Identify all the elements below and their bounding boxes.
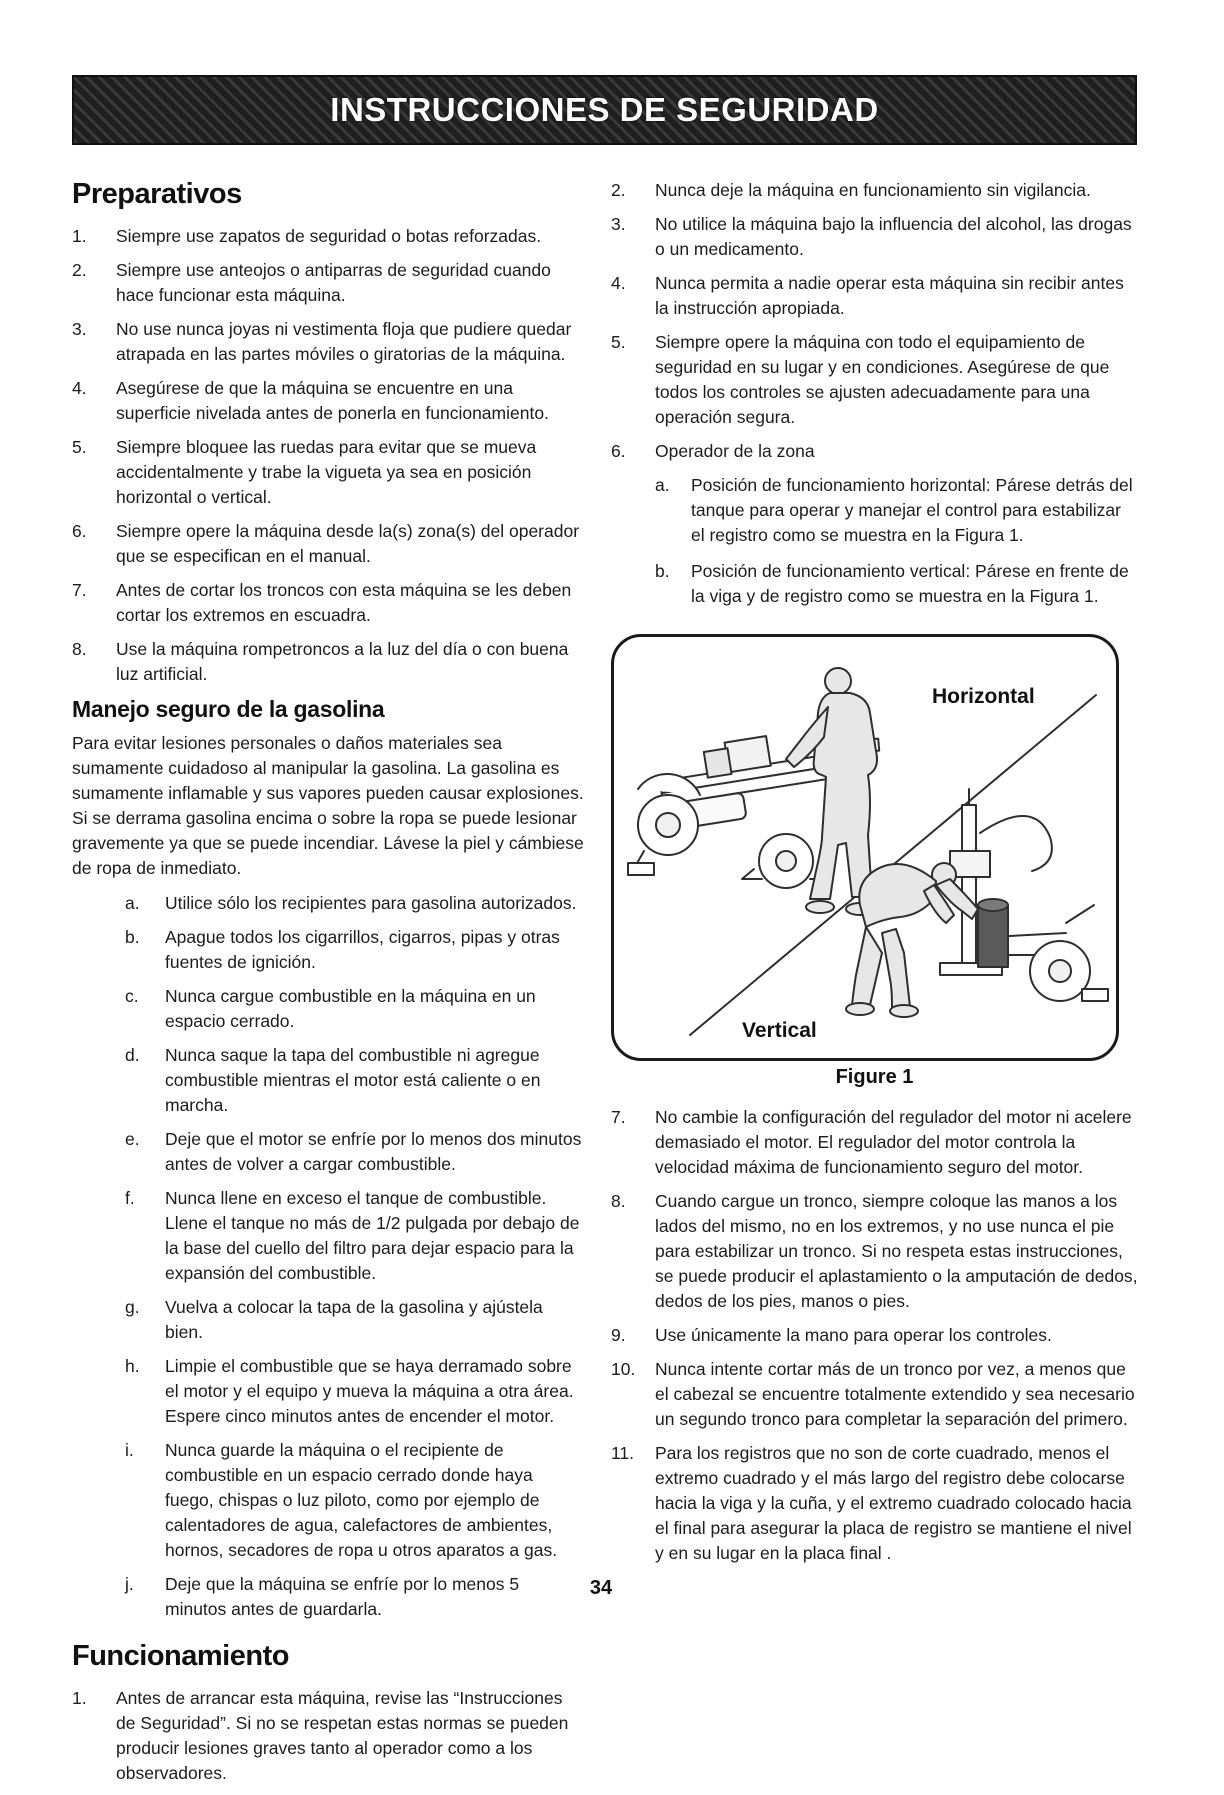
item-marker: 6. bbox=[72, 521, 87, 541]
item-marker: 9. bbox=[611, 1325, 626, 1345]
figure-label-vertical: Vertical bbox=[742, 1019, 817, 1042]
list-item bbox=[72, 637, 585, 687]
item-text: Use únicamente la mano para operar los controles. bbox=[655, 1325, 1052, 1345]
list-item bbox=[611, 330, 1138, 430]
list-subitem bbox=[655, 473, 1138, 548]
list-item bbox=[72, 1186, 585, 1286]
item-text: Cuando cargue un tronco, siempre coloque las manos a los lados del mismo, no en los extremos, y no use nunca el pie para estabilizar un tronco. Si no respeta estas instrucciones, se puede producir el aplastamiento o la amputación de dedos, dedos de los pies, manos o pies. bbox=[655, 1191, 1138, 1311]
item-text: Apague todos los cigarrillos, cigarros, pipas y otras fuentes de ignición. bbox=[165, 927, 560, 972]
item-marker: a. bbox=[655, 475, 670, 495]
list-item bbox=[72, 224, 585, 249]
list-item bbox=[611, 1323, 1138, 1348]
item-text: Nunca saque la tapa del combustible ni agregue combustible mientras el motor está caliente o en marcha. bbox=[165, 1045, 541, 1115]
log bbox=[978, 899, 1008, 967]
item-text: Vuelva a colocar la tapa de la gasolina y ajústela bien. bbox=[165, 1297, 543, 1342]
item-marker: h. bbox=[125, 1356, 140, 1376]
item-marker: e. bbox=[125, 1129, 140, 1149]
gasolina-list bbox=[72, 891, 585, 1622]
item-marker: 1. bbox=[72, 1688, 87, 1708]
item-marker: c. bbox=[125, 986, 139, 1006]
item-text: Siempre bloquee las ruedas para evitar que se mueva accidentalmente y trabe la vigueta ya sea en posición horizontal o vertical. bbox=[116, 437, 537, 507]
item-marker: 4. bbox=[72, 378, 87, 398]
item-text: Deje que la máquina se enfríe por lo menos 5 minutos antes de guardarla. bbox=[165, 1574, 520, 1619]
section-heading-funcionamiento: Funcionamiento bbox=[72, 1640, 289, 1672]
funcionamiento-list bbox=[72, 1686, 585, 1786]
list-item bbox=[72, 376, 585, 426]
item-text: Nunca intente cortar más de un tronco por vez, a menos que el cabezal se encuentre totalmente extendido y sea necesario un segundo tronco para completar la separación del primero. bbox=[655, 1359, 1135, 1429]
item-text: Limpie el combustible que se haya derramado sobre el motor y el equipo y mueva la máquina a otra área. Espere cinco minutos antes de encender el motor. bbox=[165, 1356, 574, 1426]
item-text: Nunca llene en exceso el tanque de combustible. Llene el tanque no más de 1/2 pulgada por debajo de la base del cuello del filtro para dejar espacio para la expansión del combustible. bbox=[165, 1188, 580, 1283]
right-bottom-list bbox=[611, 1105, 1138, 1566]
bending-operator-figure bbox=[846, 863, 978, 1017]
list-item bbox=[72, 1438, 585, 1563]
item-text: Para los registros que no son de corte cuadrado, menos el extremo cuadrado y el más largo del registro debe colocarse hacia la viga y la cuña, y el extremo cuadrado colocado hacia el final para asegurar la placa de registro se mantiene el nivel y en su lugar en la placa final . bbox=[655, 1443, 1132, 1563]
item-text: Nunca cargue combustible en la máquina en un espacio cerrado. bbox=[165, 986, 536, 1031]
item-marker: 3. bbox=[611, 214, 626, 234]
figure-label-horizontal: Horizontal bbox=[932, 685, 1035, 708]
list-item bbox=[72, 1354, 585, 1429]
operator-zone-label: Operador de la zona bbox=[655, 441, 815, 461]
list-item bbox=[72, 891, 585, 916]
list-item bbox=[72, 1686, 585, 1786]
log-splitter-illustration bbox=[614, 637, 1116, 1058]
item-text: Siempre opere la máquina desde la(s) zona(s) del operador que se especifican en el manual. bbox=[116, 521, 580, 566]
item-marker: 7. bbox=[72, 580, 87, 600]
item-marker: a. bbox=[125, 893, 140, 913]
list-subitem bbox=[655, 559, 1138, 609]
item-text bbox=[655, 439, 1138, 620]
item-marker: b. bbox=[655, 561, 670, 581]
list-item bbox=[611, 439, 1138, 620]
list-item bbox=[611, 1189, 1138, 1314]
item-marker: 1. bbox=[72, 226, 87, 246]
item-marker: i. bbox=[125, 1440, 134, 1460]
list-item bbox=[611, 212, 1138, 262]
item-marker: 10. bbox=[611, 1359, 636, 1379]
figure-1 bbox=[611, 634, 1138, 1089]
item-text: Antes de cortar los troncos con esta máquina se les deben cortar los extremos en escuadra. bbox=[116, 580, 572, 625]
preparativos-list bbox=[72, 224, 585, 687]
list-item bbox=[611, 1441, 1138, 1566]
figure-1-frame bbox=[611, 634, 1119, 1061]
item-marker: 11. bbox=[611, 1443, 635, 1463]
item-marker: f. bbox=[125, 1188, 135, 1208]
item-text: No use nunca joyas ni vestimenta floja que pudiere quedar atrapada en las partes móviles o giratorias de la máquina. bbox=[116, 319, 572, 364]
item-text: Siempre use zapatos de seguridad o botas reforzadas. bbox=[116, 226, 542, 246]
item-marker: 7. bbox=[611, 1107, 626, 1127]
horizontal-splitter-illustration bbox=[628, 668, 887, 915]
list-item bbox=[611, 1105, 1138, 1180]
item-text: Siempre use anteojos o antiparras de seguridad cuando hace funcionar esta máquina. bbox=[116, 260, 551, 305]
list-item bbox=[72, 258, 585, 308]
item-marker: d. bbox=[125, 1045, 140, 1065]
item-text: Nunca guarde la máquina o el recipiente de combustible en un espacio cerrado donde haya fuego, chispas o luz piloto, como por ejemplo de calentadores de agua, calefactores de ambientes, hornos, secadores de ropa u otros aparatos a gas. bbox=[165, 1440, 558, 1560]
list-item bbox=[72, 1572, 585, 1622]
list-item bbox=[72, 435, 585, 510]
item-marker: 5. bbox=[72, 437, 87, 457]
list-item bbox=[72, 984, 585, 1034]
item-text: Use la máquina rompetroncos a la luz del día o con buena luz artificial. bbox=[116, 639, 569, 684]
page-content bbox=[0, 145, 1224, 1795]
vertical-splitter-illustration bbox=[846, 789, 1108, 1017]
right-top-list bbox=[611, 178, 1138, 620]
item-marker: 8. bbox=[72, 639, 87, 659]
item-text: Posición de funcionamiento vertical: Párese en frente de la viga y de registro como se muestra en la Figura 1. bbox=[691, 561, 1129, 606]
page-number: 34 bbox=[589, 1577, 613, 1599]
item-marker: 3. bbox=[72, 319, 87, 339]
gasolina-intro-paragraph: Para evitar lesiones personales o daños materiales sea sumamente cuidadoso al manipular la gasolina. La gasolina es sumamente inflamable y sus vapores pueden causar explosiones. Si se derrama gasolina encima o sobre la ropa se puede lesionar gravemente ya que se puede incendiar. Lávese la piel y cámbiese de ropa de inmediato. bbox=[72, 733, 584, 878]
item-text: No cambie la configuración del regulador del motor ni acelere demasiado el motor. El regulador del motor controla la velocidad máxima de funcionamiento seguro del motor. bbox=[655, 1107, 1132, 1177]
section-heading-preparativos: Preparativos bbox=[72, 178, 242, 210]
list-item bbox=[72, 1043, 585, 1118]
figure-1-caption: Figure 1 bbox=[835, 1066, 914, 1088]
operator-zone-sublist bbox=[655, 473, 1138, 609]
item-text: Nunca deje la máquina en funcionamiento sin vigilancia. bbox=[655, 180, 1091, 200]
list-item bbox=[72, 519, 585, 569]
list-item bbox=[72, 578, 585, 628]
item-text: Siempre opere la máquina con todo el equipamiento de seguridad en su lugar y en condiciones. Asegúrese de que todos los controles se ajusten adecuadamente para una operación segura. bbox=[655, 332, 1110, 427]
left-column bbox=[72, 178, 585, 1795]
item-marker: j. bbox=[125, 1574, 134, 1594]
item-text: Posición de funcionamiento horizontal: Párese detrás del tanque para operar y manejar el control para estabilizar el registro como se muestra en la Figura 1. bbox=[691, 475, 1133, 545]
item-marker: g. bbox=[125, 1297, 140, 1317]
item-marker: 5. bbox=[611, 332, 626, 352]
item-text: Asegúrese de que la máquina se encuentre en una superficie nivelada antes de ponerla en funcionamiento. bbox=[116, 378, 549, 423]
safety-instructions-banner bbox=[72, 75, 1137, 145]
list-item bbox=[611, 271, 1138, 321]
right-column bbox=[611, 178, 1138, 1795]
item-marker: 6. bbox=[611, 441, 626, 461]
list-item bbox=[72, 1127, 585, 1177]
item-marker: 8. bbox=[611, 1191, 626, 1211]
item-text: No utilice la máquina bajo la influencia del alcohol, las drogas o un medicamento. bbox=[655, 214, 1132, 259]
page-title: INSTRUCCIONES DE SEGURIDAD bbox=[330, 91, 879, 128]
item-marker: 2. bbox=[72, 260, 87, 280]
item-text: Nunca permita a nadie operar esta máquina sin recibir antes la instrucción apropiada. bbox=[655, 273, 1124, 318]
list-item bbox=[72, 925, 585, 975]
section-heading-gasolina: Manejo seguro de la gasolina bbox=[72, 696, 385, 722]
list-item bbox=[611, 1357, 1138, 1432]
item-text: Antes de arrancar esta máquina, revise las “Instrucciones de Seguridad”. Si no se respetan estas normas se pueden producir lesiones graves tanto al operador como a los observadores. bbox=[116, 1688, 569, 1783]
item-text: Utilice sólo los recipientes para gasolina autorizados. bbox=[165, 893, 577, 913]
item-text: Deje que el motor se enfríe por lo menos dos minutos antes de volver a cargar combustible. bbox=[165, 1129, 582, 1174]
list-item bbox=[611, 178, 1138, 203]
item-marker: 2. bbox=[611, 180, 626, 200]
list-item bbox=[72, 317, 585, 367]
list-item bbox=[72, 1295, 585, 1345]
item-marker: 4. bbox=[611, 273, 626, 293]
item-marker: b. bbox=[125, 927, 140, 947]
